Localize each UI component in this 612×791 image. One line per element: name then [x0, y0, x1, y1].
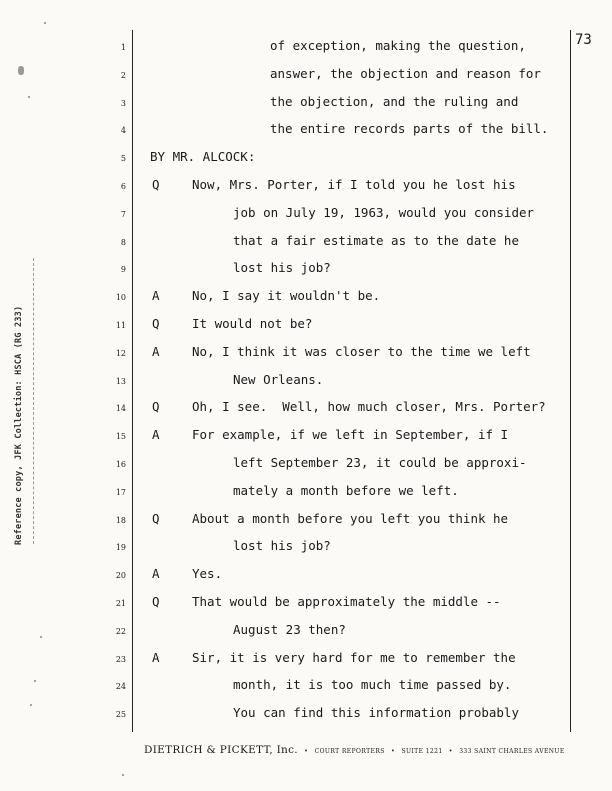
- scan-speck: [40, 636, 42, 638]
- line-text: lost his job?: [233, 538, 331, 554]
- line-number: 12: [115, 348, 126, 358]
- line-text: of exception, making the question,: [270, 38, 526, 53]
- transcript-line: [0, 288, 612, 316]
- line-text: That would be approximately the middle --: [192, 594, 501, 609]
- line-text: BY MR. ALCOCK:: [150, 149, 256, 165]
- line-number: 23: [115, 654, 126, 664]
- transcript-line: [0, 427, 612, 455]
- line-text: mately a month before we left.: [233, 482, 459, 498]
- line-number: 4: [120, 126, 126, 136]
- line-text: job on July 19, 1963, would you consider: [233, 204, 535, 220]
- line-text: About a month before you left you think he: [192, 510, 509, 526]
- footer-court-reporters: COURT REPORTERS: [314, 748, 385, 755]
- transcript-line: [0, 705, 612, 733]
- transcript-line: [0, 455, 612, 483]
- speaker-marker: A: [152, 427, 160, 443]
- line-number: 21: [115, 599, 126, 608]
- line-number: 10: [115, 293, 126, 303]
- line-number: 2: [120, 70, 126, 80]
- line-text: Oh, I see. Well, how much closer, Mrs. Porter?: [192, 399, 546, 415]
- footer-bullet-2: •: [391, 748, 396, 755]
- line-number: 16: [115, 460, 126, 469]
- speaker-marker: Q: [152, 316, 160, 331]
- line-number: 19: [115, 543, 126, 553]
- line-number: 6: [120, 182, 126, 191]
- line-text: You can find this information probably: [233, 705, 519, 721]
- speaker-marker: A: [152, 288, 160, 304]
- line-number: 14: [115, 404, 126, 414]
- line-text: No, I say it wouldn't be.: [192, 288, 381, 304]
- line-text: the objection, and the ruling and: [270, 93, 519, 109]
- line-text: month, it is too much time passed by.: [233, 677, 512, 693]
- line-number: 8: [120, 237, 126, 247]
- line-text: Now, Mrs. Porter, if I told you he lost his: [192, 177, 516, 192]
- transcript-line: [0, 372, 612, 400]
- line-number: 17: [115, 487, 126, 497]
- line-number: 1: [120, 43, 126, 52]
- speaker-marker: A: [152, 343, 160, 359]
- line-number: 5: [120, 154, 126, 164]
- line-text: For example, if we left in September, if I: [192, 427, 509, 443]
- speaker-marker: A: [152, 649, 160, 665]
- transcript-line: [0, 66, 612, 94]
- line-text: Sir, it is very hard for me to remember the: [192, 649, 516, 665]
- line-number: 22: [115, 626, 126, 636]
- line-text: answer, the objection and reason for: [270, 65, 541, 81]
- line-number: 20: [115, 571, 126, 581]
- line-text: lost his job?: [233, 260, 331, 276]
- footer-bullet-3: •: [448, 748, 453, 755]
- speaker-marker: A: [152, 566, 160, 582]
- speaker-marker: Q: [152, 510, 160, 526]
- footer: [144, 744, 584, 756]
- footer-bullet-1: •: [304, 748, 309, 755]
- page-number: 73: [575, 32, 592, 48]
- line-text: August 23 then?: [233, 621, 346, 637]
- transcript-line: [0, 177, 612, 205]
- transcript-line: [0, 316, 612, 344]
- footer-firm: DIETRICH & PICKETT, Inc.: [144, 744, 298, 756]
- transcript-line: [0, 233, 612, 261]
- line-number: 18: [115, 515, 126, 525]
- transcript-line: [0, 566, 612, 594]
- speaker-marker: Q: [152, 399, 160, 415]
- line-number: 25: [115, 710, 126, 720]
- scan-speck: [28, 96, 30, 98]
- transcript-line: [0, 483, 612, 511]
- scan-speck: [44, 22, 46, 24]
- transcript-line: [0, 149, 612, 177]
- line-number: 15: [115, 432, 126, 442]
- scan-speck: [122, 774, 124, 776]
- speaker-marker: Q: [152, 594, 160, 609]
- scan-speck: [34, 680, 36, 682]
- line-number: 7: [120, 209, 126, 219]
- transcript-line: [0, 511, 612, 539]
- line-text: left September 23, it could be approxi-: [233, 455, 527, 470]
- line-text: It would not be?: [192, 316, 313, 331]
- scan-speck: [18, 66, 24, 75]
- transcript-line: [0, 538, 612, 566]
- side-reference-label: Reference copy, JFK Collection: HSCA (RG 233): [14, 305, 24, 545]
- line-text: that a fair estimate as to the date he: [233, 232, 519, 248]
- speaker-marker: Q: [152, 177, 160, 192]
- line-text: No, I think it was closer to the time we left: [192, 343, 531, 359]
- footer-address: 333 SAINT CHARLES AVENUE: [459, 748, 565, 755]
- line-number: 24: [115, 682, 126, 692]
- transcript-line: [0, 399, 612, 427]
- line-text: the entire records parts of the bill.: [270, 121, 549, 137]
- line-text: New Orleans.: [233, 371, 324, 387]
- footer-suite: SUITE 1221: [401, 748, 443, 755]
- transcript-line: [0, 94, 612, 122]
- line-number: 11: [115, 321, 126, 330]
- transcript-line: [0, 594, 612, 622]
- transcript-line: [0, 121, 612, 149]
- transcript-line: [0, 622, 612, 650]
- transcript-line: [0, 205, 612, 233]
- transcript-line: [0, 344, 612, 372]
- transcript-line: [0, 677, 612, 705]
- scan-speck: [30, 704, 32, 706]
- line-text: Yes.: [192, 566, 223, 582]
- transcript-line: [0, 260, 612, 288]
- line-number: 9: [120, 265, 126, 275]
- transcript-line: [0, 650, 612, 678]
- transcript-line: [0, 38, 612, 66]
- line-number: 13: [115, 376, 126, 386]
- line-number: 3: [120, 98, 126, 108]
